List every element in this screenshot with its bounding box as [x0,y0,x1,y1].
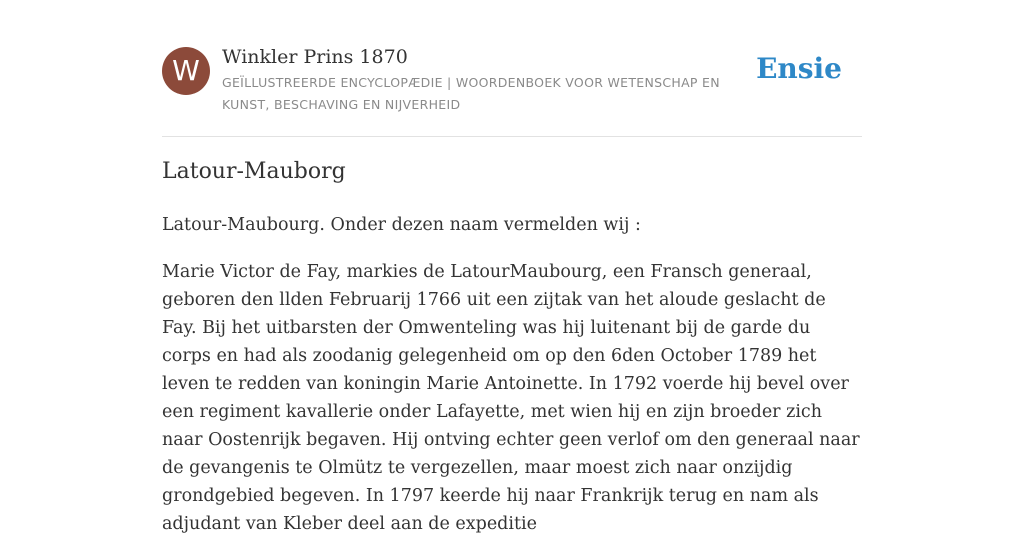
article-paragraph-intro: Latour-Maubourg. Onder dezen naam vermelden wij : [162,215,641,235]
avatar[interactable]: W [162,47,210,95]
article-paragraph-main: Marie Victor de Fay, markies de LatourMaubourg, een Fransch generaal, geboren den llden Februarij 1766 uit een zijtak van het aloude geslacht de Fay. Bij het uitbarsten der Omwenteling was hij luitenant bij de garde du corps en had als zoodanig gelegenheid om op den 6den October 1789 het leven te redden van koningin Marie Antoinette. In 1792 voerde hij bevel over een regiment kavallerie onder Lafayette, met wien hij en zijn broeder zich naar Oostenrijk begaven. Hij ontving echter geen verlof om den generaal naar de gevangenis te Olmütz te vergezellen, maar moest zich naar onzijdig grondgebied begeven. In 1797 keerde hij naar Frankrijk terug en nam als adjudant van Kleber deel aan de expeditie [162,262,860,534]
source-title-link[interactable]: Winkler Prins 1870 [222,46,408,68]
article-title: Latour-Mauborg [162,159,346,184]
source-subtitle: GEÏLLUSTREERDE ENCYCLOPÆDIE | WOORDENBOEK VOOR WETENSCHAP EN KUNST, BESCHAVING EN NIJVERHEID [222,75,720,112]
source-header [162,44,862,137]
ensie-logo-link[interactable]: Ensie [756,52,842,85]
article-body [162,211,862,557]
